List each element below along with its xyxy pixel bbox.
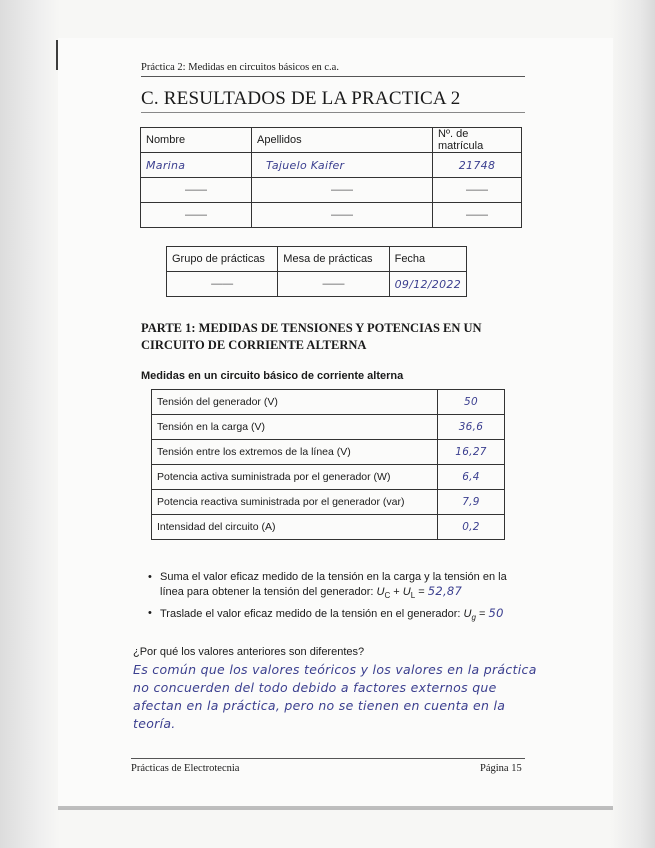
generator-answer: 50 — [488, 606, 504, 621]
measurement-row — [152, 390, 505, 415]
scan-bottom-shadow — [58, 806, 613, 810]
empty-dash: —— — [322, 278, 345, 290]
empty-dash: —— — [211, 278, 234, 290]
empty-dash: —— — [331, 184, 353, 196]
measurement-row — [152, 440, 505, 465]
header-cell: Mesa de prácticas — [278, 247, 389, 272]
handwritten-answer: Es común que los valores teóricos y los valores en la práctica no concuerden del todo debido a factores externos que afectan en la práctica, pero no se tienen en cuenta en la teoría. — [133, 662, 537, 731]
instruction-text: Traslade el valor eficaz medido de la tensión en el generador: — [160, 608, 461, 621]
measurement-row — [152, 490, 505, 515]
empty-dash: —— — [185, 209, 207, 221]
footer-left: Prácticas de Electrotecnia — [131, 763, 240, 774]
sum-formula: $U_C + U_L$ = — [376, 586, 428, 601]
instruction-text: Suma el valor eficaz medido de la tensión en la carga y la tensión en la línea para obtener la tensión del generador: — [160, 571, 507, 598]
measurement-row — [152, 515, 505, 540]
header-rule — [141, 76, 525, 77]
header-cell: Fecha — [389, 247, 466, 272]
table-header-row — [141, 128, 522, 153]
header-cell: Apellidos — [252, 128, 433, 153]
measurement-value: 16,27 — [438, 440, 505, 465]
question-text: ¿Por qué los valores anteriores son diferentes? — [133, 646, 365, 658]
measurements-table — [151, 389, 505, 540]
empty-dash: —— — [185, 184, 207, 196]
table-header-row — [167, 247, 467, 272]
table-row — [141, 203, 522, 228]
measurement-value: 50 — [438, 390, 505, 415]
header-cell: Grupo de prácticas — [167, 247, 278, 272]
matricula-cell: 21748 — [433, 153, 522, 178]
footer-rule — [131, 758, 525, 759]
section-rule — [141, 112, 525, 113]
measurement-label: Tensión entre los extremos de la línea (V) — [152, 440, 438, 465]
sum-answer: 52,87 — [427, 584, 463, 598]
measurement-value: 7,9 — [438, 490, 505, 515]
header-cell: Nombre — [141, 128, 252, 153]
empty-dash: —— — [466, 209, 488, 221]
empty-dash: —— — [331, 209, 353, 221]
table-row — [141, 178, 522, 203]
page-number: Página 15 — [480, 763, 522, 774]
generator-formula: $U_g$ = — [463, 608, 489, 623]
measurement-label: Intensidad del circuito (A) — [152, 515, 438, 540]
table-row — [141, 153, 522, 178]
student-table — [140, 127, 522, 228]
measurement-label: Potencia activa suministrada por el generador (W) — [152, 465, 438, 490]
measurement-label: Tensión del generador (V) — [152, 390, 438, 415]
instruction-item — [148, 570, 528, 603]
measurement-value: 36,6 — [438, 415, 505, 440]
nombre-cell: Marina — [141, 153, 252, 178]
measurement-label: Potencia reactiva suministrada por el generador (var) — [152, 490, 438, 515]
part1-subtitle: Medidas en un circuito básico de corriente alterna — [141, 370, 404, 382]
running-header: Práctica 2: Medidas en circuitos básicos en c.a. — [141, 62, 339, 73]
instruction-item — [148, 606, 528, 625]
apellidos-cell: Tajuelo Kaifer — [252, 153, 433, 178]
fecha-cell: 09/12/2022 — [389, 272, 466, 297]
measurement-row — [152, 465, 505, 490]
measurement-row — [152, 415, 505, 440]
header-cell: Nº. de matrícula — [433, 128, 522, 153]
section-title: C. RESULTADOS DE LA PRACTICA 2 — [141, 88, 461, 109]
measurement-value: 0,2 — [438, 515, 505, 540]
table-row — [167, 272, 467, 297]
part1-title: PARTE 1: MEDIDAS DE TENSIONES Y POTENCIAS EN UN CIRCUITO DE CORRIENTE ALTERNA — [141, 321, 482, 352]
measurement-label: Tensión en la carga (V) — [152, 415, 438, 440]
measurement-value: 6,4 — [438, 465, 505, 490]
instructions-list — [148, 570, 528, 628]
empty-dash: —— — [466, 184, 488, 196]
group-table — [166, 246, 467, 297]
